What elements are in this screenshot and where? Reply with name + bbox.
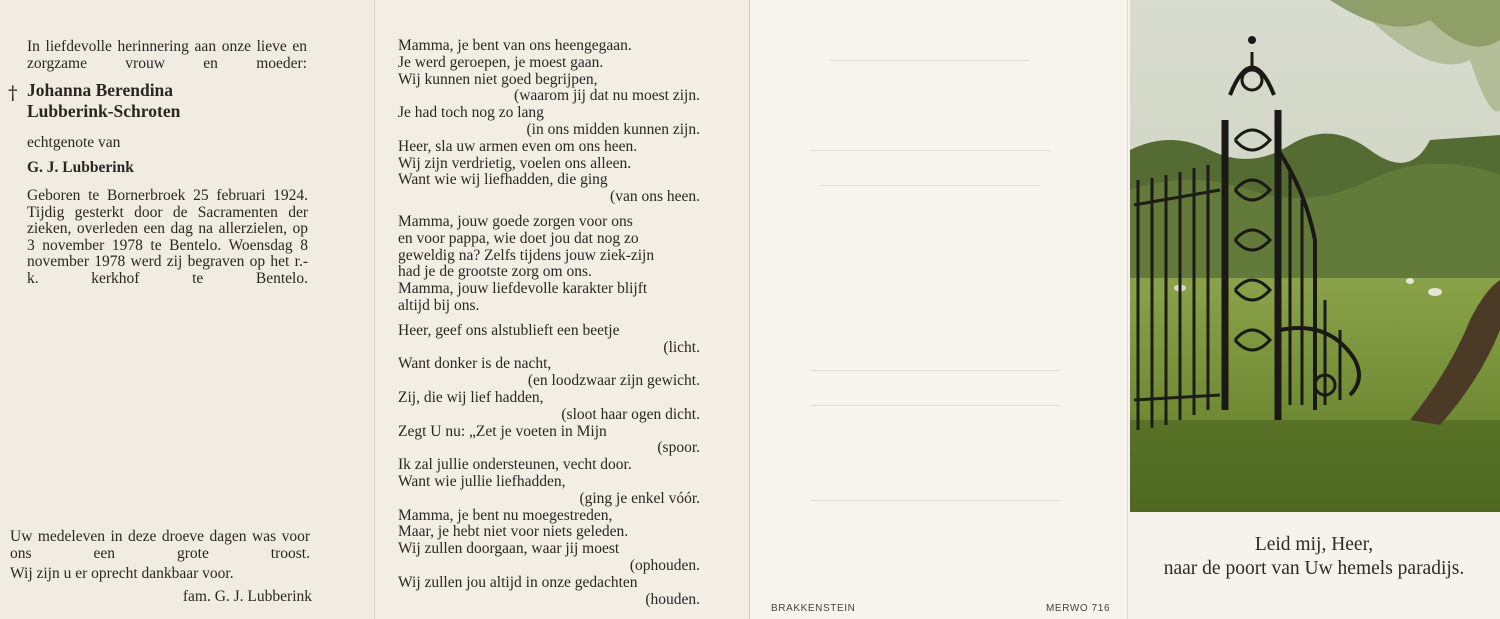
poem-line: Je had toch nog zo lang: [398, 104, 544, 122]
poem-line: Want wie jullie liefhadden,: [398, 472, 566, 490]
panel-obituary: [0, 0, 375, 619]
poem-line: (sloot haar ogen dicht.: [561, 405, 700, 423]
thanks-text-1: Uw medeleven in deze droeve dagen was voor ons een grote troost.: [10, 528, 310, 562]
poem-line: (en loodzwaar zijn gewicht.: [527, 372, 700, 390]
gate-photo: [1130, 0, 1500, 512]
poem-line: Zij, die wij lief hadden,: [398, 388, 544, 406]
panel-front: [1128, 0, 1500, 619]
name-line-2: Lubberink-Schroten: [27, 101, 181, 121]
poem-line: Maar, je hebt niet voor niets geleden.: [398, 523, 629, 541]
poem-line: Zegt U nu: „Zet je voeten in Mijn: [398, 422, 607, 440]
poem-line: Mamma, je bent van ons heengegaan.: [398, 37, 632, 54]
deceased-name: [27, 80, 307, 122]
poem-line: Wij zullen doorgaan, waar jij moest: [398, 540, 620, 558]
front-verse: [1128, 533, 1500, 581]
poem-line: (licht.: [663, 338, 700, 356]
poem-line: (in ons midden kunnen zijn.: [526, 120, 700, 138]
panel-poem: [375, 0, 750, 619]
poem-line: Wij zijn verdrietig, voelen ons alleen.: [398, 154, 632, 172]
poem-line: (waarom jij dat nu moest zijn.: [514, 87, 700, 105]
spouse-label: echtgenote van: [27, 134, 121, 151]
thanks-block: [10, 529, 310, 583]
poem-line: Wij zullen jou altijd in onze gedachten: [398, 573, 638, 591]
poem-line: Heer, geef ons alstublieft een beetje: [398, 321, 620, 339]
poem-line: Ik zal jullie ondersteunen, vecht door.: [398, 456, 632, 474]
poem-line: (ging je enkel vóór.: [579, 489, 700, 507]
poem-line: Want wie wij liefhadden, die ging: [398, 171, 608, 189]
verse-line-1: Leid mij, Heer,: [1254, 534, 1374, 555]
poem-line: Mamma, je bent nu moegestreden,: [398, 506, 613, 524]
spouse-name: G. J. Lubberink: [27, 159, 134, 176]
panel-back: [750, 0, 1128, 619]
poem-line: Mamma, jouw liefdevolle karakter blijft: [398, 280, 648, 298]
poem-line: (van ons heen.: [610, 188, 700, 206]
poem-line: (houden.: [645, 590, 700, 608]
printer-mark: BRAKKENSTEIN: [771, 603, 856, 614]
name-line-1: Johanna Berendina: [27, 80, 174, 100]
family-signature: fam. G. J. Lubberink: [182, 588, 312, 605]
poem-line: (ophouden.: [629, 556, 700, 574]
thanks-text-2: Wij zijn u er oprecht dankbaar voor.: [10, 565, 234, 583]
intro-text: In liefdevolle herinnering aan onze lieve en zorgzame vrouw en moeder:: [27, 38, 307, 72]
poem-line: altijd bij ons.: [398, 296, 480, 314]
poem-line: had je de grootste zorg om ons.: [398, 263, 592, 281]
poem-line: en voor pappa, wie doet jou dat nog zo: [398, 229, 639, 247]
poem-line: Mamma, jouw goede zorgen voor ons: [398, 212, 633, 230]
cross-icon: †: [8, 82, 18, 104]
poem-line: Want donker is de nacht,: [398, 355, 552, 373]
poem-line: (spoor.: [657, 439, 700, 457]
poem-line: geweldig na? Zelfs tijdens jouw ziek-zijn: [398, 246, 655, 264]
poem-line: Je werd geroepen, je moest gaan.: [398, 53, 604, 71]
verse-line-2: naar de poort van Uw hemels paradijs.: [1163, 558, 1465, 579]
biography-text: Geboren te Bornerbroek 25 februari 1924. Tijdig gesterkt door de Sacramenten der zieken, overleden een dag na allerzielen, op 3 november 1978 te Bentelo. Woensdag 8 november 1978 werd zij begraven op het r.-k. kerkhof te Bentelo.: [27, 187, 308, 287]
poem-line: Wij kunnen niet goed begrijpen,: [398, 70, 598, 88]
print-code: MERWO 716: [1046, 603, 1111, 614]
poem-line: Heer, sla uw armen even om ons heen.: [398, 137, 638, 155]
poem: [398, 38, 700, 608]
